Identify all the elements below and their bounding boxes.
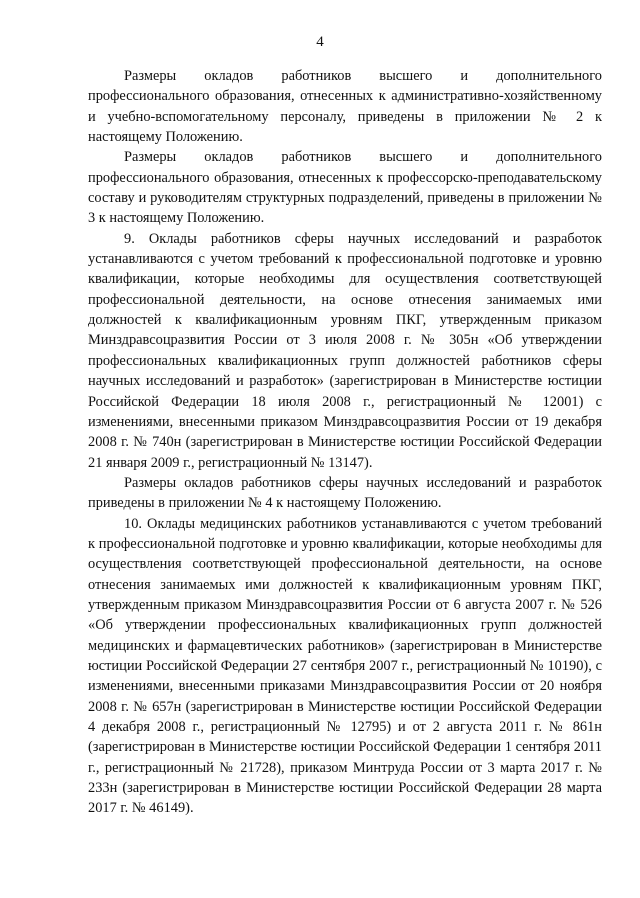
page-number: 4 (316, 34, 324, 50)
paragraph-salary-research-staff: Размеры окладов работников сферы научных исследований и разработок приведены в приложении № 4 к настоящему Положению. (88, 474, 602, 512)
document-body (88, 66, 602, 819)
paragraph-item-10-medical-staff: 10. Оклады медицинских работников устанавливаются с учетом требований к профессиональной подготовке и уровню квалификации, которые необходимы для осуществления соответствующей профессиональной деятельности, на основе отнесения занимаемых ими должностей к квалификационным уровням ПКГ, утвержденным приказом Минздравсоцразвития России от 6 августа 2007 г. № 526 «Об утверждении профессиональных квалификационных групп должностей медицинских и фармацевтических работников» (зарегистрирован в Министерстве юстиции Российской Федерации 27 сентября 2007 г., регистрационный № 10190), с изменениями, внесенными приказами Минздравсоцразвития России от 20 ноября 2008 г. № 657н (зарегистрирован в Министерстве юстиции Российской Федерации 4 декабря 2008 г., регистрационный № 12795) и от 2 августа 2011 г. № 861н (зарегистрирован в Министерстве юстиции Российской Федерации 1 сентября 2011 г., регистрационный № 21728), приказом Минтруда России от 3 марта 2017 г. № 233н (зарегистрирован в Министерстве юстиции Российской Федерации 28 марта 2017 г. № 46149). (88, 515, 602, 817)
paragraph-item-9-research-staff: 9. Оклады работников сферы научных исследований и разработок устанавливаются с учетом требований к профессиональной подготовке и уровню квалификации, которые необходимы для осуществления соответствующей профессиональной деятельности, на основе отнесения занимаемых ими должностей к квалификационным уровням ПКГ, утвержденным приказом Минздравсоцразвития России от 3 июля 2008 г. № 305н «Об утверждении профессиональных квалификационных групп должностей работников сферы научных исследований и разработок» (зарегистрирован в Министерстве юстиции Российской Федерации 18 июля 2008 г., регистрационный № 12001) с изменениями, внесенными приказом Минздравсоцразвития России от 19 декабря 2008 г. № 740н (зарегистрирован в Министерстве юстиции Российской Федерации 21 января 2009 г., регистрационный № 13147). (88, 230, 602, 471)
paragraph-salary-teaching-staff: Размеры окладов работников высшего и дополнительного профессионального образования, отнесенных к профессорско-преподавательскому составу и руководителям структурных подразделений, приведены в приложении № 3 к настоящему Положению. (88, 149, 602, 227)
paragraph-salary-admin-staff: Размеры окладов работников высшего и дополнительного профессионального образования, отнесенных к административно-хозяйственному и учебно-вспомогательному персоналу, приведены в приложении № 2 к настоящему Положению. (88, 68, 602, 146)
